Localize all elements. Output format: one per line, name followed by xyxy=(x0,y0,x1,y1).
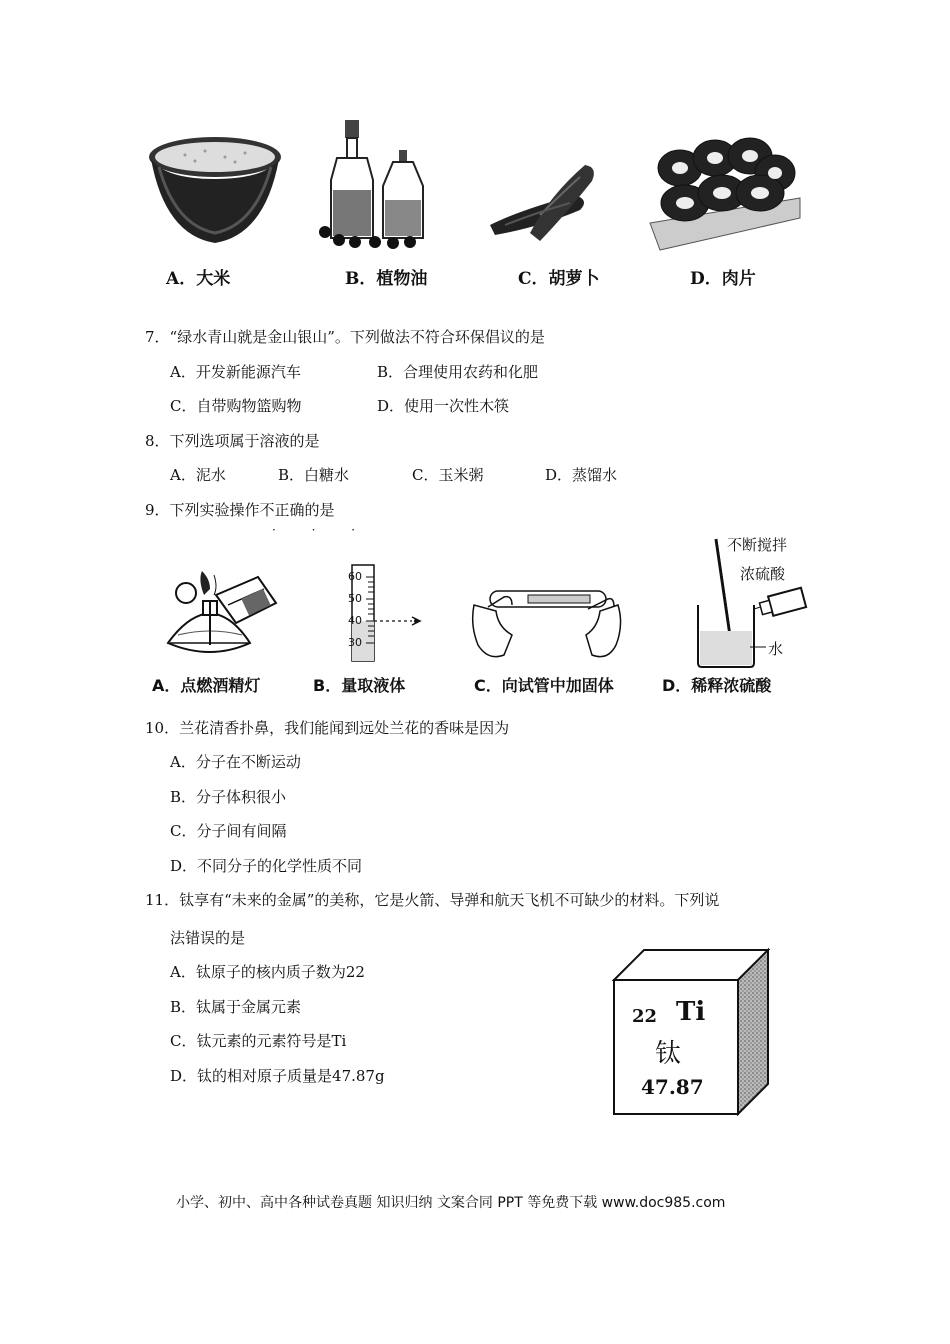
q7-option-c: C．自带购物篮购物 xyxy=(170,397,302,415)
q8-option-b: B．白糖水 xyxy=(278,466,350,484)
q11-option-d: D．钛的相对原子质量是47.87g xyxy=(170,1067,385,1085)
q9-caption-c: C．向试管中加固体 xyxy=(474,676,614,695)
rice-bowl-image xyxy=(145,135,285,250)
page-footer: 小学、初中、高中各种试卷真题 知识归纳 文案合同 PPT 等免费下载 www.doc985.com xyxy=(176,1195,726,1211)
q6-caption-d: D．肉片 xyxy=(690,269,756,289)
cylinder-tick-50: 50 xyxy=(348,592,362,605)
q11-stem-line1: 11．钛享有“未来的金属”的美称，它是火箭、导弹和航天飞机不可缺少的材料。下列说 xyxy=(145,891,720,909)
cylinder-tick-40: 40 xyxy=(348,614,362,627)
q11-option-b: B．钛属于金属元素 xyxy=(170,998,302,1016)
element-atomic-mass: 47.87 xyxy=(641,1075,704,1099)
q10-stem: 10．兰花清香扑鼻，我们能闻到远处兰花的香味是因为 xyxy=(145,719,510,737)
q9-caption-b: B．量取液体 xyxy=(313,676,406,695)
q8-option-a: A．泥水 xyxy=(170,466,226,484)
element-symbol: Ti xyxy=(676,997,706,1027)
q10-option-a: A．分子在不断运动 xyxy=(170,753,301,771)
q9-stem: 9．下列实验操作不正确的是 xyxy=(145,501,335,519)
carrots-image xyxy=(480,155,605,245)
q9-caption-a: A．点燃酒精灯 xyxy=(152,676,261,695)
cylinder-tick-60: 60 xyxy=(348,570,362,583)
q6-caption-a: A．大米 xyxy=(166,269,231,289)
q6-caption-c: C．胡萝卜 xyxy=(518,269,600,289)
meat-slices-image xyxy=(650,128,800,250)
label-acid: 浓硫酸 xyxy=(740,565,786,583)
q6-caption-b: B．植物油 xyxy=(345,269,428,289)
q9-caption-d: D．稀释浓硫酸 xyxy=(662,676,772,695)
q11-stem-line2: 法错误的是 xyxy=(170,929,246,947)
q11-option-c: C．钛元素的元素符号是Ti xyxy=(170,1032,347,1050)
q8-option-c: C．玉米粥 xyxy=(412,466,484,484)
label-water: 水 xyxy=(768,640,784,658)
q7-option-a: A．开发新能源汽车 xyxy=(170,363,301,381)
q8-option-d: D．蒸馏水 xyxy=(545,466,618,484)
dilute-acid-image xyxy=(690,535,815,670)
q11-option-a: A．钛原子的核内质子数为22 xyxy=(170,963,365,981)
label-stir: 不断搅拌 xyxy=(727,536,788,554)
element-atomic-number: 22 xyxy=(632,1006,658,1027)
q9-emphasis-dots: · · · xyxy=(272,523,372,537)
vegetable-oil-bottles-image xyxy=(315,120,430,250)
q8-stem: 8．下列选项属于溶液的是 xyxy=(145,432,320,450)
cylinder-tick-30: 30 xyxy=(348,636,362,649)
q10-option-b: B．分子体积很小 xyxy=(170,788,287,806)
test-tube-solid-image xyxy=(468,575,628,665)
element-name: 钛 xyxy=(655,1039,682,1069)
q7-stem: 7．“绿水青山就是金山银山”。下列做法不符合环保倡议的是 xyxy=(145,328,545,346)
q7-option-d: D．使用一次性木筷 xyxy=(377,397,510,415)
q10-option-d: D．不同分子的化学性质不同 xyxy=(170,857,363,875)
q10-option-c: C．分子间有间隔 xyxy=(170,822,287,840)
alcohol-lamp-image xyxy=(158,565,283,665)
q7-option-b: B．合理使用农药和化肥 xyxy=(377,363,539,381)
